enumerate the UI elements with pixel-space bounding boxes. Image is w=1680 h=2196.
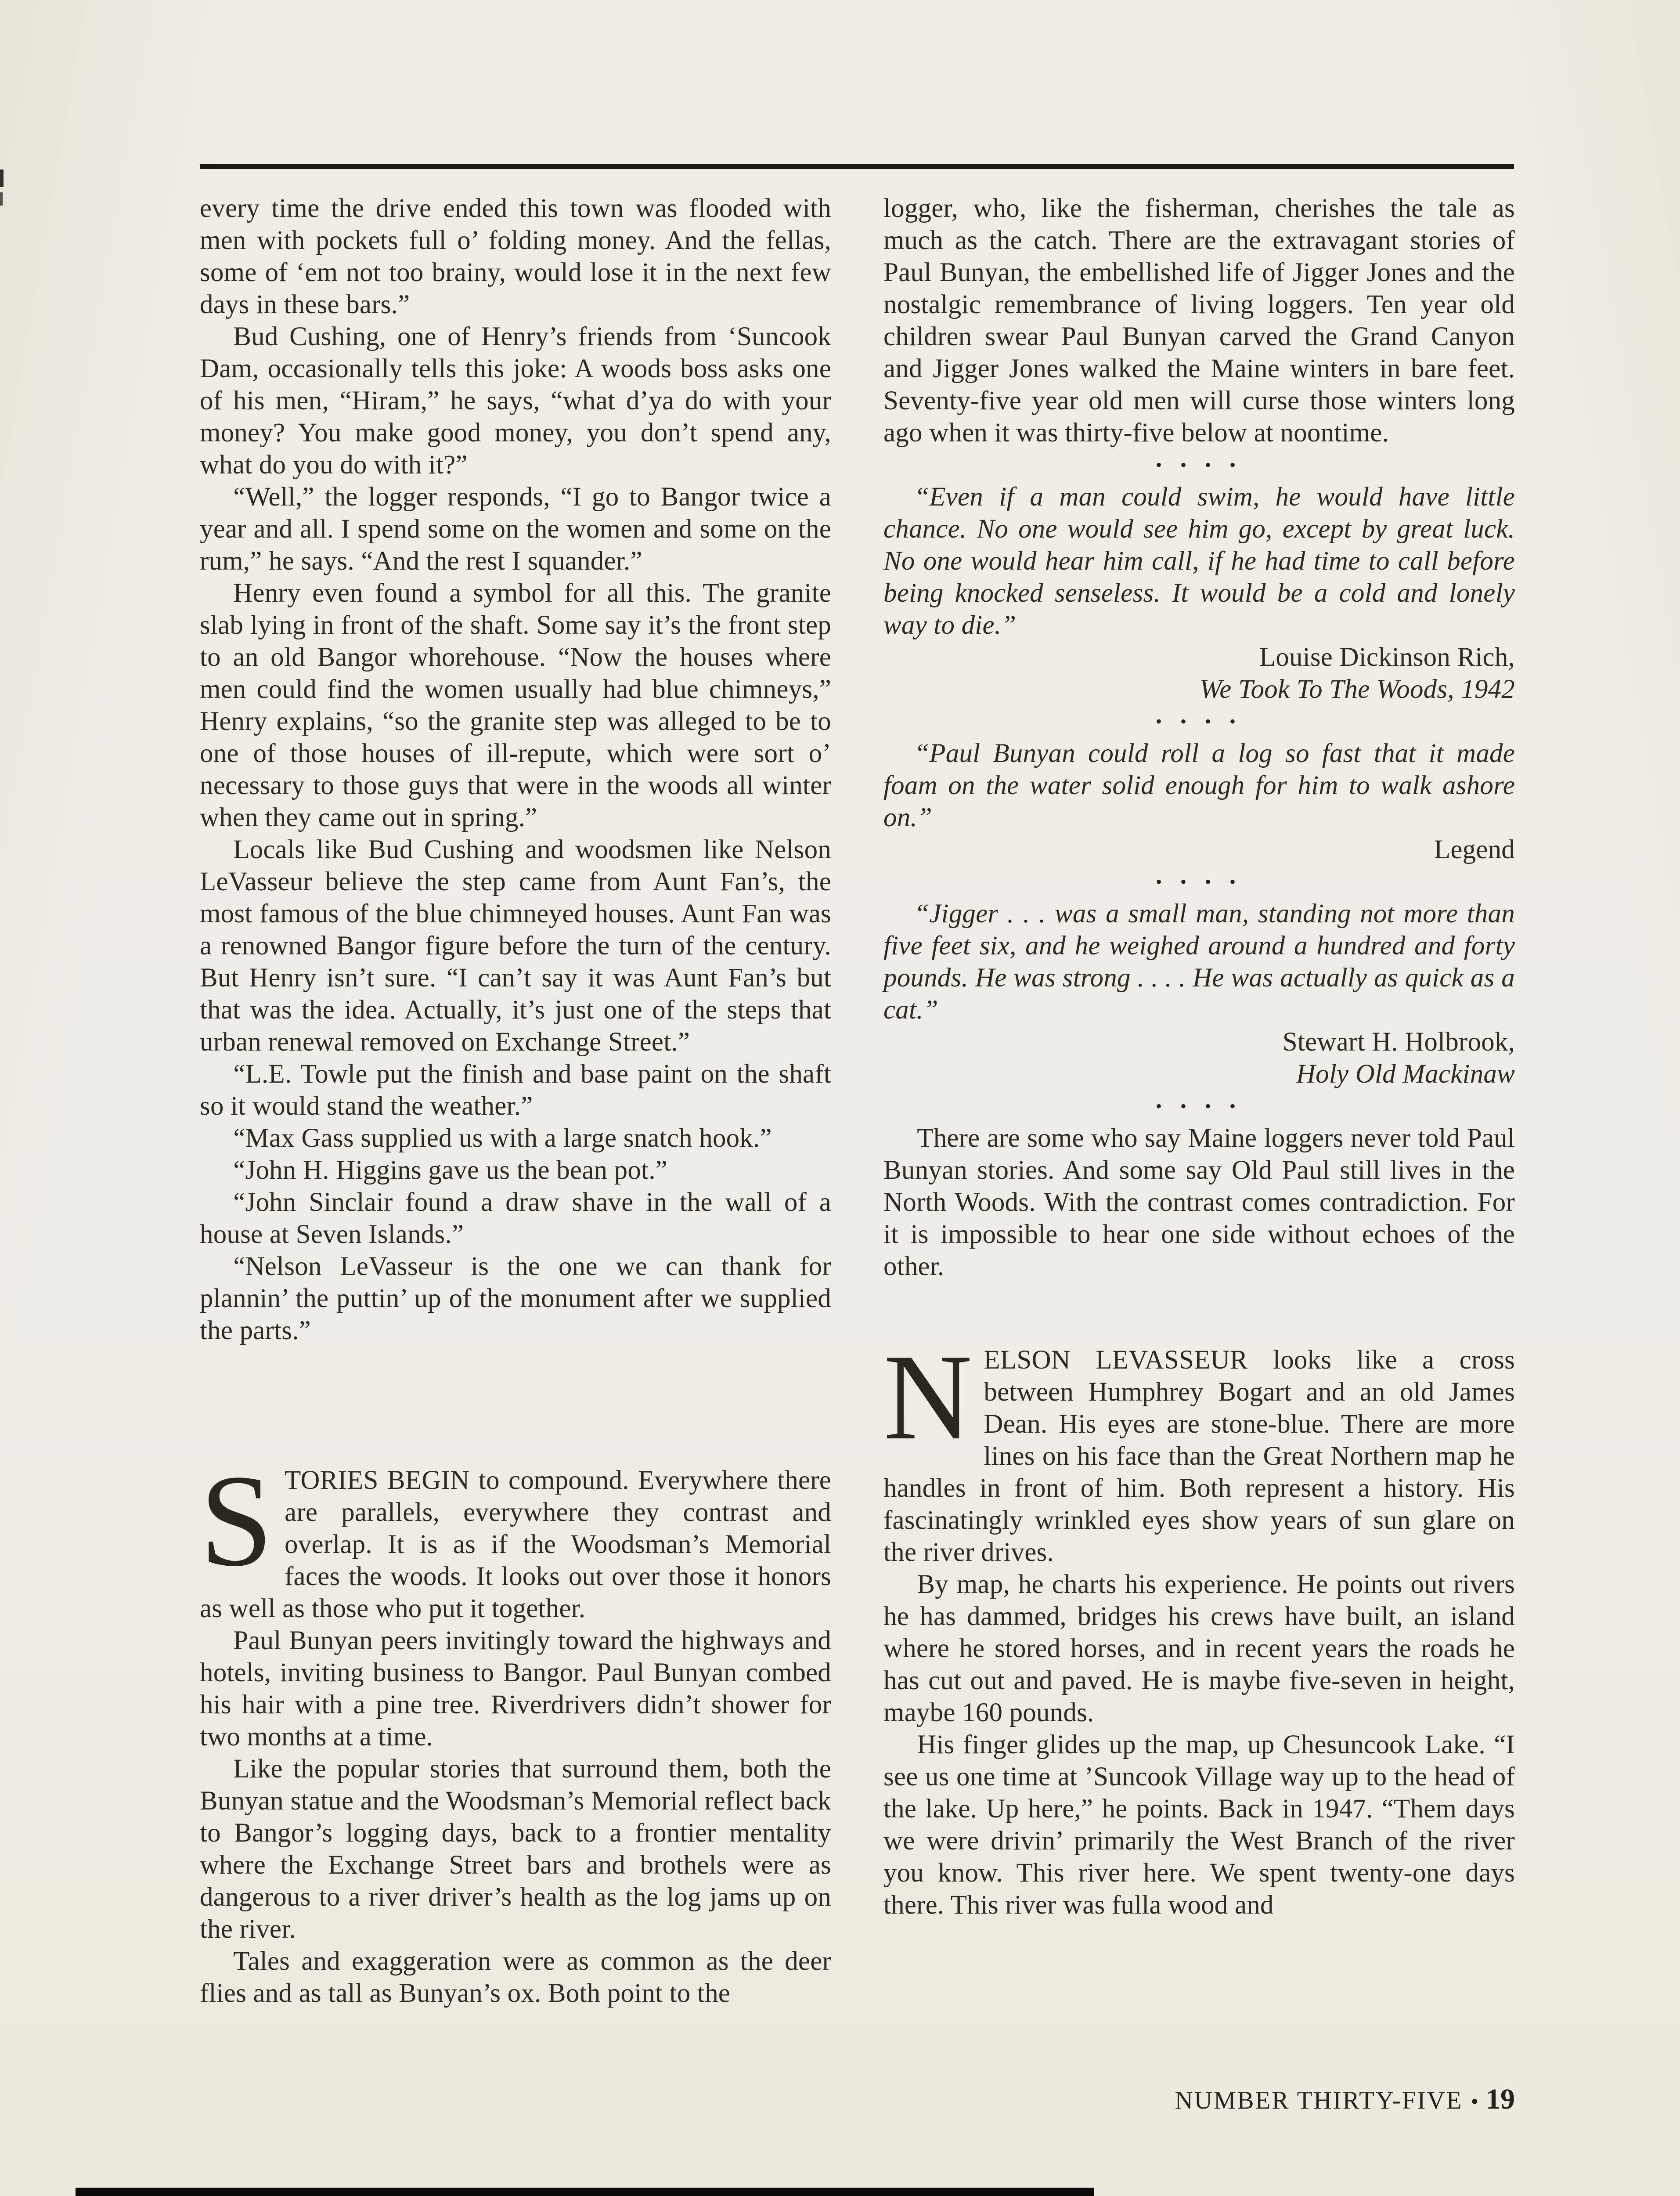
body-paragraph: “Nelson LeVasseur is the one we can thank for plannin’ the puttin’ up of the monument after we supplied the parts.” — [200, 1252, 831, 1345]
page-number: 19 — [1486, 2083, 1515, 2115]
body-paragraph: Bud Cushing, one of Henry’s friends from ‘Suncook Dam, occasionally tells this joke: A woods boss asks one of his men, “Hiram,” he says, “what d’ya do with your money? You make good money, you don’t spend any, what do you do with it?” — [200, 322, 831, 480]
attribution-name: Louise Dickinson Rich, — [1259, 643, 1515, 672]
dots-separator: • • • • — [1155, 712, 1243, 731]
body-paragraph: Locals like Bud Cushing and woodsmen like Nelson LeVasseur believe the step came from Aunt Fan’s, the most famous of the blue chimneyed houses. Aunt Fan was a renowned Bangor figure before the turn of the century. But Henry isn’t sure. “I can’t say it was Aunt Fan’s but that was the idea. Actually, it’s just one of the steps that urban renewal removed on Exchange Street.” — [200, 835, 831, 1057]
dots-separator: • • • • — [1155, 455, 1243, 475]
pull-quote: “Jigger . . . was a small man, standing not more than five feet six, and he weighed around a hundred and forty pounds. He was strong . . . . He was actually as quick as a cat.” — [883, 899, 1515, 1025]
body-paragraph: His finger glides up the map, up Chesuncook Lake. “I see us one time at ’Suncook Village way up to the head of the lake. Up here,” he points. Back in 1947. “Them days we were drivin’ primarily the West Branch of the river you know. This river here. We spent twenty-one days there. This river was fulla wood and — [883, 1730, 1515, 1920]
scan-edge-mark — [0, 192, 3, 206]
attribution-name: Legend — [1434, 835, 1515, 864]
body-paragraph: There are some who say Maine loggers never told Paul Bunyan stories. And some say Old Paul still lives in the North Woods. With the contrast comes contradiction. For it is impossible to hear one side without echoes of the other. — [883, 1123, 1515, 1281]
left-column — [200, 192, 831, 2009]
pull-quote: “Paul Bunyan could roll a log so fast that it made foam on the water solid enough for him to walk ashore on.” — [883, 739, 1515, 832]
top-rule — [200, 164, 1514, 169]
section-lead-paragraph — [200, 1448, 831, 1625]
body-paragraph: “Well,” the logger responds, “I go to Bangor twice a year and all. I spend some on the women and some on the rum,” he says. “And the rest I squander.” — [200, 482, 831, 576]
body-paragraph: “John H. Higgins gave us the bean pot.” — [233, 1156, 667, 1185]
dots-separator: • • • • — [1155, 1096, 1243, 1116]
body-paragraph: every time the drive ended this town was flooded with men with pockets full o’ folding money. And the fellas, some of ‘em not too brainy, would lose it in the next few days in these bars.” — [200, 194, 831, 319]
dropcap-n: N — [883, 1329, 973, 1465]
attribution-work: Holy Old Mackinaw — [1296, 1059, 1515, 1089]
body-paragraph: “John Sinclair found a draw shave in the wall of a house at Seven Islands.” — [200, 1188, 831, 1249]
quote-attribution — [883, 834, 1515, 866]
section-lead-text: ELSON LEVASSEUR looks like a cross between Humphrey Bogart and an old James Dean. His eyes are stone-blue. There are more lines on his face than the Great Northern map he handles in front of him. Both represent a history. His fascinatingly wrinkled eyes show years of sun glare on the river drives. — [883, 1345, 1515, 1567]
section-stories-begin — [200, 1448, 831, 2009]
footer-bullet: • — [1471, 2089, 1480, 2113]
section-nelson-levasseur — [883, 1329, 1515, 1921]
attribution-name: Stewart H. Holbrook, — [1282, 1027, 1515, 1057]
pull-quote: “Even if a man could swim, he would have little chance. No one would see him go, except by great luck. No one would hear him call, if he had time to call before being knocked senseless. It would be a cold and lonely way to die.” — [883, 482, 1515, 640]
body-paragraph: Tales and exaggeration were as common as the deer flies and as tall as Bunyan’s ox. Both point to the — [200, 1947, 831, 2008]
dots-separator: • • • • — [1155, 872, 1243, 892]
quote-attribution — [883, 1026, 1515, 1090]
issue-label: NUMBER THIRTY-FIVE — [1175, 2087, 1463, 2114]
body-paragraph: By map, he charts his experience. He points out rivers he has dammed, bridges his crews have built, an island where he stored horses, and in recent years the roads he has cut out and paved. He is maybe five-seven in height, maybe 160 pounds. — [883, 1570, 1515, 1727]
section-gap — [883, 1282, 1515, 1344]
section-lead-paragraph — [883, 1329, 1515, 1568]
scan-artifact-bar — [76, 2188, 1094, 2196]
page-footer — [883, 2083, 1515, 2116]
body-paragraph: “L.E. Towle put the finish and base paint on the shaft so it would stand the weather.” — [200, 1059, 831, 1121]
dropcap-s: S — [200, 1448, 274, 1593]
body-paragraph: Paul Bunyan peers invitingly toward the highways and hotels, inviting business to Bangor. Paul Bunyan combed his hair with a pine tree. Riverdrivers didn’t shower for two months at a time. — [200, 1626, 831, 1752]
attribution-work: We Took To The Woods, 1942 — [1199, 675, 1515, 704]
body-paragraph: Like the popular stories that surround them, both the Bunyan statue and the Woodsman’s Memorial reflect back to Bangor’s logging days, back to a frontier mentality where the Exchange Street bars and brothels were as dangerous to a river driver’s health as the log jams up on the river. — [200, 1754, 831, 1944]
quote-attribution — [883, 641, 1515, 705]
right-column — [883, 192, 1515, 1921]
body-paragraph: “Max Gass supplied us with a large snatch hook.” — [233, 1123, 772, 1153]
section-lead-text: TORIES BEGIN to compound. Everywhere there are parallels, everywhere they contrast and overlap. It is as if the Woodsman’s Memorial faces the woods. It looks out over those it honors as well as those who put it together. — [200, 1466, 831, 1623]
body-paragraph: logger, who, like the fisherman, cherishes the tale as much as the catch. There are the extravagant stories of Paul Bunyan, the embellished life of Jigger Jones and the nostalgic remembrance of living loggers. Ten year old children swear Paul Bunyan carved the Grand Canyon and Jigger Jones walked the Maine winters in bare feet. Seventy-five year old men will curse those winters long ago when it was thirty-five below at noontime. — [883, 194, 1515, 448]
body-paragraph: Henry even found a symbol for all this. The granite slab lying in front of the shaft. Some say it’s the front step to an old Bangor whorehouse. “Now the houses where men could find the women usually had blue chimneys,” Henry explains, “so the granite step was alleged to be to one of those houses of ill-repute, which were sort o’ necessary to those guys that were in the woods all winter when they came out in spring.” — [200, 578, 831, 832]
scan-edge-mark — [0, 170, 4, 187]
